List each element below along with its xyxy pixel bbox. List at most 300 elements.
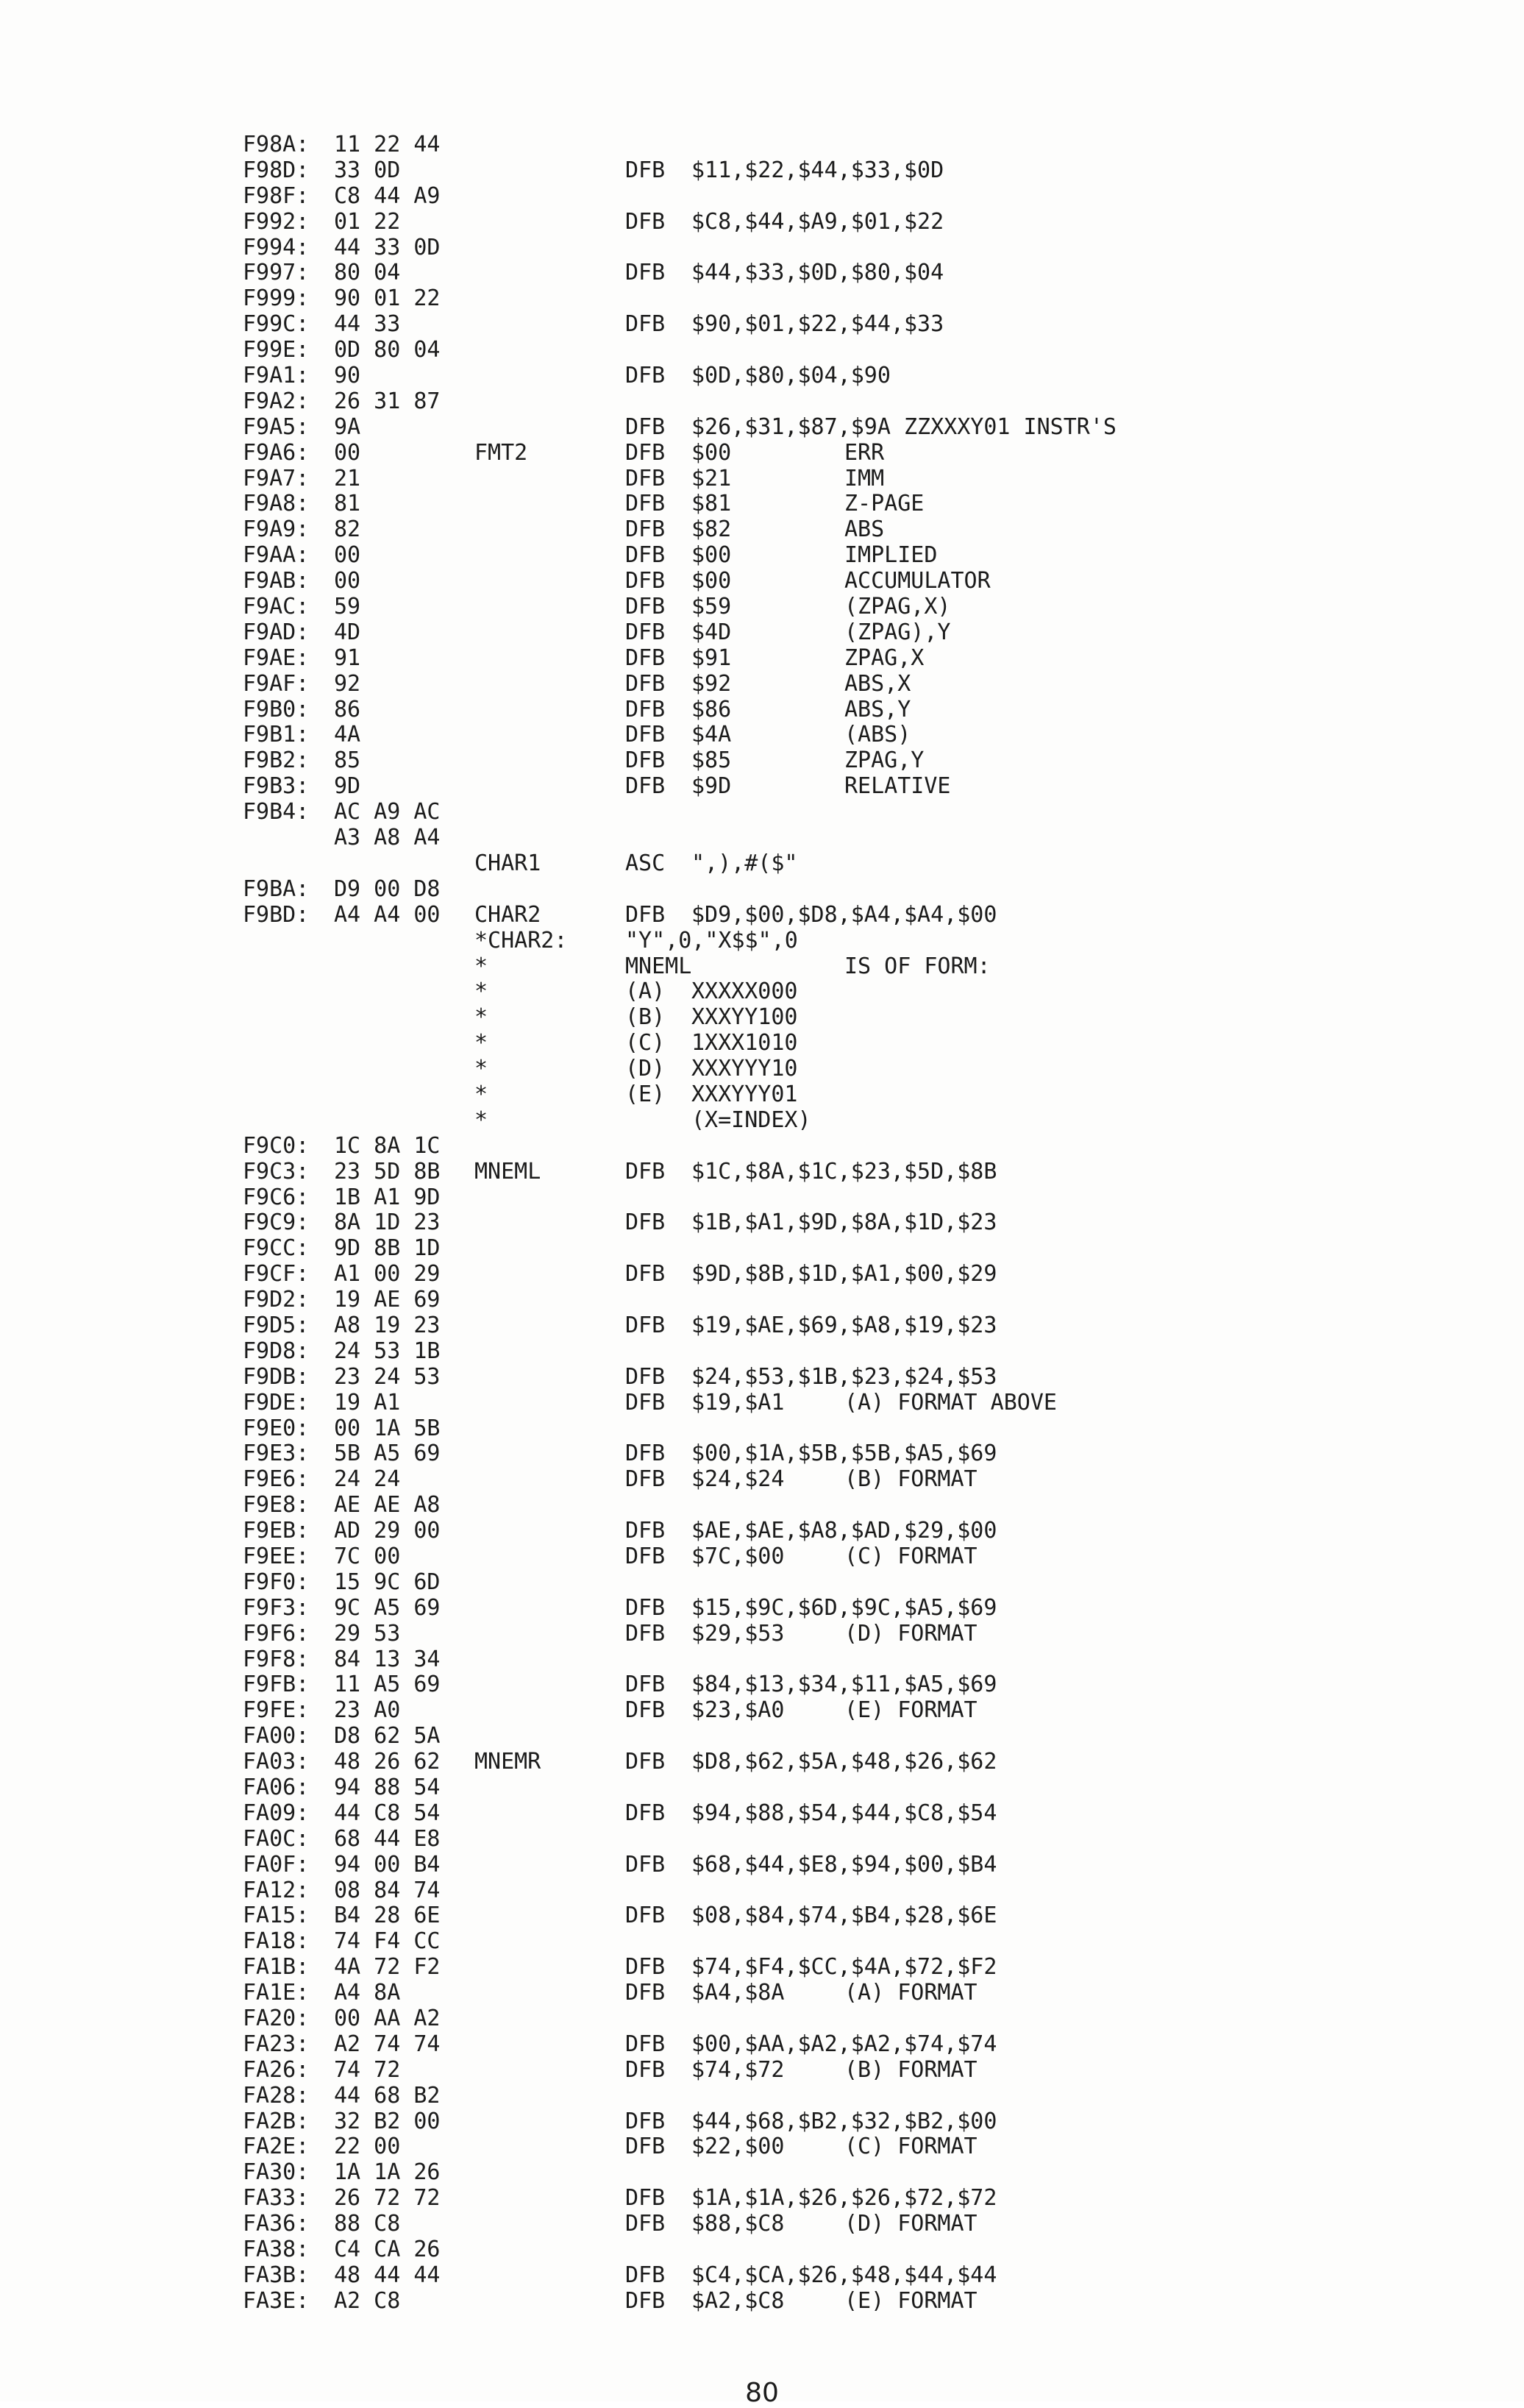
operand: $1C,$8A,$1C,$23,$5D,$8B — [691, 1158, 997, 1185]
listing-line — [243, 363, 1449, 389]
address: F9AB: — [243, 568, 310, 594]
listing-line — [243, 491, 1449, 517]
opcode: DFB — [625, 2134, 666, 2160]
hex-bytes: 0D 80 04 — [334, 337, 441, 363]
operand: $44,$33,$0D,$80,$04 — [691, 260, 944, 286]
listing-line — [243, 441, 1449, 466]
hex-bytes: 9C A5 69 — [334, 1594, 441, 1621]
opcode: DFB — [625, 1800, 666, 1826]
listing-line — [243, 672, 1449, 697]
listing-line — [243, 1391, 1449, 1416]
opcode: DFB — [625, 1261, 666, 1288]
comment: IMPLIED — [844, 542, 938, 569]
hex-bytes: 86 — [334, 696, 361, 722]
hex-bytes: 5B A5 69 — [334, 1441, 441, 1467]
operand: XXXYYY10 — [691, 1056, 798, 1082]
opcode: DFB — [625, 1312, 666, 1338]
address: F9DE: — [243, 1389, 310, 1416]
listing-line — [243, 1801, 1449, 1827]
opcode: DFB — [625, 2108, 666, 2134]
comment: ERR — [844, 439, 885, 466]
listing-line — [243, 1365, 1449, 1391]
listing-line — [243, 1262, 1449, 1288]
hex-bytes: A4 A4 00 — [334, 901, 441, 928]
opcode: DFB — [625, 260, 666, 286]
address: FA18: — [243, 1928, 310, 1955]
listing-line — [243, 210, 1449, 235]
hex-bytes: 7C 00 — [334, 1543, 401, 1569]
operand: $11,$22,$44,$33,$0D — [691, 157, 944, 183]
opcode: DFB — [625, 1210, 666, 1236]
listing-line — [243, 338, 1449, 363]
operand: $26,$31,$87,$9A ZZXXXY01 INSTR'S — [691, 413, 1117, 440]
address: FA2B: — [243, 2108, 310, 2134]
opcode: DFB — [625, 413, 666, 440]
hex-bytes: 19 A1 — [334, 1389, 401, 1416]
opcode: DFB — [625, 1620, 666, 1647]
opcode: DFB — [625, 363, 666, 389]
opcode: DFB — [625, 1672, 666, 1698]
operand: $68,$44,$E8,$94,$00,$B4 — [691, 1851, 997, 1878]
opcode: DFB — [625, 594, 666, 620]
label: * — [474, 1107, 488, 1133]
assembly-listing — [243, 132, 1449, 2315]
opcode: DFB — [625, 619, 666, 645]
listing-line — [243, 1056, 1449, 1082]
opcode: DFB — [625, 1903, 666, 1929]
hex-bytes: 91 — [334, 644, 361, 671]
hex-bytes: 81 — [334, 491, 361, 517]
listing-line — [243, 2006, 1449, 2032]
address: F9AA: — [243, 542, 310, 569]
address: F9C6: — [243, 1184, 310, 1210]
opcode: DFB — [625, 1158, 666, 1185]
operand: $D8,$62,$5A,$48,$26,$62 — [691, 1749, 997, 1775]
listing-line — [243, 1134, 1449, 1159]
opcode: (C) — [625, 1030, 666, 1056]
operand: $C8,$44,$A9,$01,$22 — [691, 208, 944, 235]
opcode: DFB — [625, 1954, 666, 1981]
operand: $A4,$8A — [691, 1980, 785, 2006]
comment: (A) FORMAT — [844, 1980, 978, 2006]
listing-line — [243, 1005, 1449, 1031]
address: FA38: — [243, 2237, 310, 2263]
hex-bytes: 44 68 B2 — [334, 2082, 441, 2109]
hex-bytes: 23 5D 8B — [334, 1158, 441, 1185]
address: F98F: — [243, 182, 310, 209]
operand: $82 — [691, 516, 732, 543]
page-number: 80 — [745, 2378, 779, 2408]
listing-line — [243, 903, 1449, 928]
opcode: DFB — [625, 2287, 666, 2314]
listing-line — [243, 2289, 1449, 2315]
listing-line — [243, 1493, 1449, 1519]
listing-line — [243, 800, 1449, 825]
opcode: DFB — [625, 1749, 666, 1775]
opcode: DFB — [625, 568, 666, 594]
address: FA1B: — [243, 1954, 310, 1981]
address: FA0C: — [243, 1825, 310, 1852]
comment: ZPAG,X — [844, 644, 925, 671]
opcode: DFB — [625, 516, 666, 543]
opcode: DFB — [625, 1980, 666, 2006]
hex-bytes: 11 22 44 — [334, 132, 441, 157]
hex-bytes: C8 44 A9 — [334, 182, 441, 209]
listing-line — [243, 2058, 1449, 2084]
label: * — [474, 979, 488, 1005]
operand: $00,$AA,$A2,$A2,$74,$74 — [691, 2031, 997, 2057]
address: F997: — [243, 260, 310, 286]
listing-line — [243, 543, 1449, 569]
hex-bytes: 4D — [334, 619, 361, 645]
operand: $86 — [691, 696, 732, 722]
opcode: DFB — [625, 439, 666, 466]
hex-bytes: 68 44 E8 — [334, 1825, 441, 1852]
operand: $0D,$80,$04,$90 — [691, 363, 891, 389]
opcode: DFB — [625, 208, 666, 235]
operand: $AE,$AE,$A8,$AD,$29,$00 — [691, 1518, 997, 1544]
address: FA28: — [243, 2082, 310, 2109]
hex-bytes: 94 88 54 — [334, 1775, 441, 1800]
opcode: (D) — [625, 1056, 666, 1082]
comment: IS OF FORM: — [844, 953, 991, 979]
hex-bytes: 00 — [334, 439, 361, 466]
opcode: ASC — [625, 850, 666, 876]
label: * — [474, 953, 488, 979]
comment: Z-PAGE — [844, 491, 925, 517]
operand: 1XXX1010 — [691, 1030, 798, 1056]
comment: (D) FORMAT — [844, 1620, 978, 1647]
comment: ABS,Y — [844, 696, 911, 722]
listing-line — [243, 235, 1449, 261]
operand: $19,$AE,$69,$A8,$19,$23 — [691, 1312, 997, 1338]
listing-line — [243, 1185, 1449, 1211]
operand: $81 — [691, 491, 732, 517]
listing-line — [243, 851, 1449, 877]
hex-bytes: 4A — [334, 722, 361, 748]
hex-bytes: 01 22 — [334, 208, 401, 235]
opcode: (A) — [625, 979, 666, 1005]
opcode: DFB — [625, 542, 666, 569]
address: F9F0: — [243, 1569, 310, 1595]
listing-line — [243, 1775, 1449, 1801]
opcode: (B) — [625, 1004, 666, 1031]
opcode: (E) — [625, 1081, 666, 1107]
listing-line — [243, 1929, 1449, 1955]
opcode: DFB — [625, 1697, 666, 1724]
opcode: DFB — [625, 670, 666, 697]
address: F9A7: — [243, 465, 310, 491]
listing-line — [243, 594, 1449, 620]
listing-line — [243, 1339, 1449, 1365]
hex-bytes: A1 00 29 — [334, 1261, 441, 1288]
listing-line — [243, 569, 1449, 594]
hex-bytes: 1C 8A 1C — [334, 1132, 441, 1159]
hex-bytes: D9 00 D8 — [334, 876, 441, 902]
listing-line — [243, 158, 1449, 184]
opcode: DFB — [625, 1466, 666, 1493]
operand: $29,$53 — [691, 1620, 785, 1647]
operand: $C4,$CA,$26,$48,$44,$44 — [691, 2262, 997, 2288]
listing-line — [243, 517, 1449, 543]
hex-bytes: 85 — [334, 747, 361, 774]
opcode: DFB — [625, 1441, 666, 1467]
listing-line — [243, 1903, 1449, 1929]
hex-bytes: 9D 8B 1D — [334, 1235, 441, 1262]
address: FA30: — [243, 2159, 310, 2186]
label: MNEML — [474, 1158, 541, 1185]
address: F9AE: — [243, 644, 310, 671]
address: F99C: — [243, 311, 310, 338]
listing-line — [243, 1878, 1449, 1904]
address: F9D8: — [243, 1338, 310, 1364]
opcode: DFB — [625, 465, 666, 491]
address: FA3E: — [243, 2287, 310, 2314]
comment: (ZPAG,X) — [844, 594, 951, 620]
hex-bytes: 74 72 — [334, 2056, 401, 2083]
listing-line — [243, 954, 1449, 980]
opcode: DFB — [625, 1389, 666, 1416]
operand: $00 — [691, 568, 732, 594]
address: F9D5: — [243, 1312, 310, 1338]
hex-bytes: C4 CA 26 — [334, 2237, 441, 2263]
listing-line — [243, 774, 1449, 800]
hex-bytes: 32 B2 00 — [334, 2108, 441, 2134]
listing-line — [243, 2032, 1449, 2058]
operand: $00 — [691, 542, 732, 569]
label: * — [474, 1056, 488, 1082]
address: FA1E: — [243, 1980, 310, 2006]
hex-bytes: 22 00 — [334, 2134, 401, 2160]
operand: $23,$A0 — [691, 1697, 785, 1724]
address: F9A1: — [243, 363, 310, 389]
listing-line — [243, 2263, 1449, 2289]
address: F9B4: — [243, 799, 310, 825]
hex-bytes: 00 — [334, 542, 361, 569]
operand: $24,$24 — [691, 1466, 785, 1493]
listing-line — [243, 1750, 1449, 1775]
listing-line — [243, 415, 1449, 441]
opcode: DFB — [625, 1518, 666, 1544]
listing-line — [243, 1031, 1449, 1056]
hex-bytes: 4A 72 F2 — [334, 1954, 441, 1981]
address: F9F3: — [243, 1594, 310, 1621]
hex-bytes: 8A 1D 23 — [334, 1210, 441, 1236]
opcode: DFB — [625, 1594, 666, 1621]
address: F9B3: — [243, 773, 310, 800]
address: F98A: — [243, 132, 310, 157]
operand: $92 — [691, 670, 732, 697]
listing-line — [243, 697, 1449, 723]
address: F9CF: — [243, 1261, 310, 1288]
opcode: DFB — [625, 2031, 666, 2057]
listing-line — [243, 1519, 1449, 1544]
hex-bytes: A4 8A — [334, 1980, 401, 2006]
hex-bytes: A2 C8 — [334, 2287, 401, 2314]
comment: ACCUMULATOR — [844, 568, 991, 594]
hex-bytes: 9D — [334, 773, 361, 800]
listing-line — [243, 928, 1449, 954]
address: F9A9: — [243, 516, 310, 543]
listing-line — [243, 2160, 1449, 2186]
operand: $00,$1A,$5B,$5B,$A5,$69 — [691, 1441, 997, 1467]
address: F9B1: — [243, 722, 310, 748]
hex-bytes: 94 00 B4 — [334, 1851, 441, 1878]
hex-bytes: 80 04 — [334, 260, 401, 286]
comment: (ZPAG),Y — [844, 619, 951, 645]
listing-line — [243, 1570, 1449, 1596]
address: F9A8: — [243, 491, 310, 517]
label: *CHAR2: — [474, 927, 568, 953]
operand: $00 — [691, 439, 732, 466]
opcode: DFB — [625, 311, 666, 338]
listing-line — [243, 1313, 1449, 1339]
hex-bytes: 21 — [334, 465, 361, 491]
hex-bytes: 23 24 53 — [334, 1363, 441, 1390]
hex-bytes: 74 F4 CC — [334, 1928, 441, 1955]
address: F9CC: — [243, 1235, 310, 1262]
listing-line — [243, 877, 1449, 903]
operand: $74,$72 — [691, 2056, 785, 2083]
address: F999: — [243, 285, 310, 312]
comment: (A) FORMAT ABOVE — [844, 1389, 1057, 1416]
listing-line — [243, 1544, 1449, 1570]
address: F9F8: — [243, 1646, 310, 1672]
address: FA26: — [243, 2056, 310, 2083]
operand: $9D — [691, 773, 732, 800]
address: F9A5: — [243, 413, 310, 440]
operand: $94,$88,$54,$44,$C8,$54 — [691, 1800, 997, 1826]
address: F9BA: — [243, 876, 310, 902]
hex-bytes: 44 33 0D — [334, 234, 441, 260]
listing-line — [243, 312, 1449, 338]
comment: ZPAG,Y — [844, 747, 925, 774]
hex-bytes: 15 9C 6D — [334, 1569, 441, 1595]
address: FA2E: — [243, 2134, 310, 2160]
address: F98D: — [243, 157, 310, 183]
listing-line — [243, 1955, 1449, 1981]
listing-line — [243, 1853, 1449, 1878]
comment: (E) FORMAT — [844, 1697, 978, 1724]
hex-bytes: AC A9 AC — [334, 799, 441, 825]
comment: ABS,X — [844, 670, 911, 697]
operand: ",),#($" — [691, 850, 798, 876]
hex-bytes: 90 — [334, 363, 361, 389]
hex-bytes: 11 A5 69 — [334, 1672, 441, 1698]
address: FA20: — [243, 2006, 310, 2032]
opcode: DFB — [625, 722, 666, 748]
operand: XXXYYY01 — [691, 1081, 798, 1107]
opcode: DFB — [625, 1543, 666, 1569]
comment: RELATIVE — [844, 773, 951, 800]
address: F9C3: — [243, 1158, 310, 1185]
hex-bytes: 29 53 — [334, 1620, 401, 1647]
opcode: DFB — [625, 747, 666, 774]
listing-line — [243, 825, 1449, 851]
hex-bytes: A3 A8 A4 — [334, 825, 441, 851]
listing-line — [243, 2134, 1449, 2160]
hex-bytes: 00 — [334, 568, 361, 594]
opcode: DFB — [625, 2056, 666, 2083]
operand: XXXYY100 — [691, 1004, 798, 1031]
address: FA03: — [243, 1749, 310, 1775]
hex-bytes: 82 — [334, 516, 361, 543]
hex-bytes: 23 A0 — [334, 1697, 401, 1724]
operand: $22,$00 — [691, 2134, 785, 2160]
hex-bytes: AE AE A8 — [334, 1492, 441, 1519]
hex-bytes: A8 19 23 — [334, 1312, 441, 1338]
label: CHAR2 — [474, 901, 541, 928]
hex-bytes: A2 74 74 — [334, 2031, 441, 2057]
opcode: DFB — [625, 2185, 666, 2212]
operand: $19,$A1 — [691, 1389, 785, 1416]
address: F9AD: — [243, 619, 310, 645]
operand: $4D — [691, 619, 732, 645]
address: F9B0: — [243, 696, 310, 722]
operand: $4A — [691, 722, 732, 748]
label: MNEMR — [474, 1749, 541, 1775]
hex-bytes: 90 01 22 — [334, 285, 441, 312]
hex-bytes: AD 29 00 — [334, 1518, 441, 1544]
operand: $88,$C8 — [691, 2211, 785, 2237]
listing-line — [243, 2186, 1449, 2212]
operand: $08,$84,$74,$B4,$28,$6E — [691, 1903, 997, 1929]
address: FA06: — [243, 1775, 310, 1800]
listing-line — [243, 1647, 1449, 1673]
comment: (B) FORMAT — [844, 2056, 978, 2083]
hex-bytes: 9A — [334, 413, 361, 440]
hex-bytes: 1B A1 9D — [334, 1184, 441, 1210]
comment: (E) FORMAT — [844, 2287, 978, 2314]
address: FA15: — [243, 1903, 310, 1929]
address: F9A6: — [243, 439, 310, 466]
opcode: DFB — [625, 2211, 666, 2237]
listing-line — [243, 2212, 1449, 2237]
label: * — [474, 1081, 488, 1107]
hex-bytes: 33 0D — [334, 157, 401, 183]
listing-line — [243, 1441, 1449, 1467]
comment: ABS — [844, 516, 885, 543]
address: F994: — [243, 234, 310, 260]
listing-line — [243, 620, 1449, 646]
operand: $1B,$A1,$9D,$8A,$1D,$23 — [691, 1210, 997, 1236]
hex-bytes: 88 C8 — [334, 2211, 401, 2237]
listing-line — [243, 1416, 1449, 1442]
hex-bytes: 08 84 74 — [334, 1877, 441, 1903]
operand: $91 — [691, 644, 732, 671]
listing-line — [243, 1108, 1449, 1134]
operand: $90,$01,$22,$44,$33 — [691, 311, 944, 338]
address: FA3B: — [243, 2262, 310, 2288]
comment: IMM — [844, 465, 885, 491]
operand: $1A,$1A,$26,$26,$72,$72 — [691, 2185, 997, 2212]
address: F9E3: — [243, 1441, 310, 1467]
label: CHAR1 — [474, 850, 541, 876]
hex-bytes: 48 26 62 — [334, 1749, 441, 1775]
address: FA09: — [243, 1800, 310, 1826]
listing-line — [243, 979, 1449, 1005]
hex-bytes: 48 44 44 — [334, 2262, 441, 2288]
listing-line — [243, 1210, 1449, 1236]
operand: $84,$13,$34,$11,$A5,$69 — [691, 1672, 997, 1698]
hex-bytes: 26 72 72 — [334, 2185, 441, 2212]
listing-line — [243, 466, 1449, 492]
listing-line — [243, 1082, 1449, 1108]
address: F9C0: — [243, 1132, 310, 1159]
opcode: MNEML — [625, 953, 692, 979]
address: F99E: — [243, 337, 310, 363]
address: F9B2: — [243, 747, 310, 774]
